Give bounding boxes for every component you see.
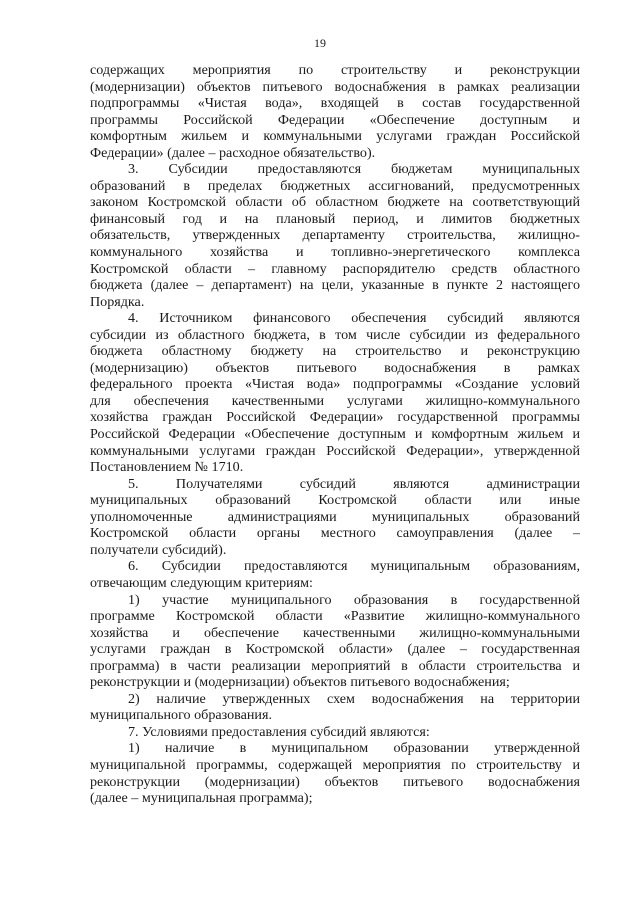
paragraph-line: коммунальными услугами граждан Российской Федерации», утвержденной <box>90 442 580 459</box>
paragraph-line: муниципальных образований Костромской области или иные <box>90 492 580 509</box>
paragraph-line: обязательств, утвержденных департаменту строительства, жилищно- <box>90 227 580 244</box>
paragraph-line: субсидии из областного бюджета, в том числе субсидии из федерального <box>90 326 580 343</box>
paragraph-line: программа) в части реализации мероприятий в области строительства и <box>90 657 580 674</box>
paragraph-line: получатели субсидий). <box>90 541 227 558</box>
paragraph-line: программе Костромской области «Развитие жилищно-коммунального <box>90 608 580 625</box>
paragraph-p-6 <box>90 558 580 591</box>
paragraph-line: образований в пределах бюджетных ассигнований, предусмотренных <box>90 177 580 194</box>
paragraph-line: финансовый год и на плановый период, и лимитов бюджетных <box>90 210 580 227</box>
paragraph-line: комфортным жильем и коммунальными услугами граждан Российской <box>90 128 580 145</box>
paragraph-line: реконструкции и (модернизации) объектов питьевого водоснабжения; <box>90 674 510 691</box>
paragraph-line: (модернизацию) объектов питьевого водоснабжения в рамках <box>90 359 580 376</box>
paragraph-line: муниципального образования. <box>90 707 272 724</box>
paragraph-line: 3. Субсидии предоставляются бюджетам муниципальных <box>128 161 580 178</box>
paragraph-line: Порядка. <box>90 293 145 310</box>
paragraph-line: хозяйства граждан Российской Федерации» государственной программы <box>90 409 580 426</box>
paragraph-line: отвечающим следующим критериям: <box>90 574 313 591</box>
paragraph-line: уполномоченные администрациями муниципальных образований <box>90 508 580 525</box>
paragraph-line: федерального проекта «Чистая вода» подпрограммы «Создание условий <box>90 376 580 393</box>
paragraph-line: бюджета областному бюджету на строительство и реконструкцию <box>90 343 580 360</box>
paragraph-line: услугами граждан в Костромской области» (далее – государственная <box>90 641 580 658</box>
paragraph-p-6-1 <box>90 592 580 691</box>
paragraph-line: (далее – муниципальная программа); <box>90 790 313 807</box>
paragraph-line: Федерации» (далее – расходное обязательство). <box>90 144 376 161</box>
paragraph-line: муниципальной программы, содержащей мероприятия по строительству и <box>90 756 580 773</box>
paragraph-line: Костромской области – главному распорядителю средств областного <box>90 260 580 277</box>
paragraph-line: 2) наличие утвержденных схем водоснабжения на территории <box>128 690 580 707</box>
paragraph-line: реконструкции (модернизации) объектов питьевого водоснабжения <box>90 773 580 790</box>
paragraph-p-7-1 <box>90 740 580 806</box>
paragraph-line: 1) участие муниципального образования в государственной <box>128 591 580 608</box>
paragraph-line: 4. Источником финансового обеспечения субсидий являются <box>128 310 580 327</box>
paragraph-p-4 <box>90 310 580 475</box>
paragraph-line: хозяйства и обеспечение качественными жилищно-коммунальными <box>90 624 580 641</box>
paragraph-p-5 <box>90 476 580 559</box>
page-number: 19 <box>314 36 326 50</box>
paragraph-line: подпрограммы «Чистая вода», входящей в состав государственной <box>90 95 580 112</box>
paragraph-line: Российской Федерации «Обеспечение доступным и комфортным жильем и <box>90 426 580 443</box>
paragraph-line: Костромской области органы местного самоуправления (далее – <box>90 525 580 542</box>
paragraph-line: (модернизации) объектов питьевого водоснабжения в рамках реализации <box>90 78 580 95</box>
paragraph-p-cont <box>90 62 580 161</box>
paragraph-line: бюджета (далее – департамент) на цели, указанные в пункте 2 настоящего <box>90 277 580 294</box>
paragraph-line: Постановлением № 1710. <box>90 459 244 476</box>
paragraph-line: 7. Условиями предоставления субсидий являются: <box>128 723 430 740</box>
paragraph-p-3 <box>90 161 580 310</box>
document-body <box>90 62 580 807</box>
paragraph-line: законом Костромской области об областном бюджете на соответствующий <box>90 194 580 211</box>
paragraph-line: для обеспечения качественными услугами жилищно-коммунального <box>90 392 580 409</box>
paragraph-line: содержащих мероприятия по строительству и реконструкции <box>90 62 580 78</box>
paragraph-line: 5. Получателями субсидий являются администрации <box>128 475 580 492</box>
paragraph-line: программы Российской Федерации «Обеспечение доступным и <box>90 111 580 128</box>
paragraph-p-7 <box>90 724 580 741</box>
paragraph-line: коммунального хозяйства и топливно-энергетического комплекса <box>90 244 580 261</box>
paragraph-p-6-2 <box>90 691 580 724</box>
paragraph-line: 1) наличие в муниципальном образовании утвержденной <box>128 740 580 757</box>
paragraph-line: 6. Субсидии предоставляются муниципальным образованиям, <box>128 558 580 575</box>
